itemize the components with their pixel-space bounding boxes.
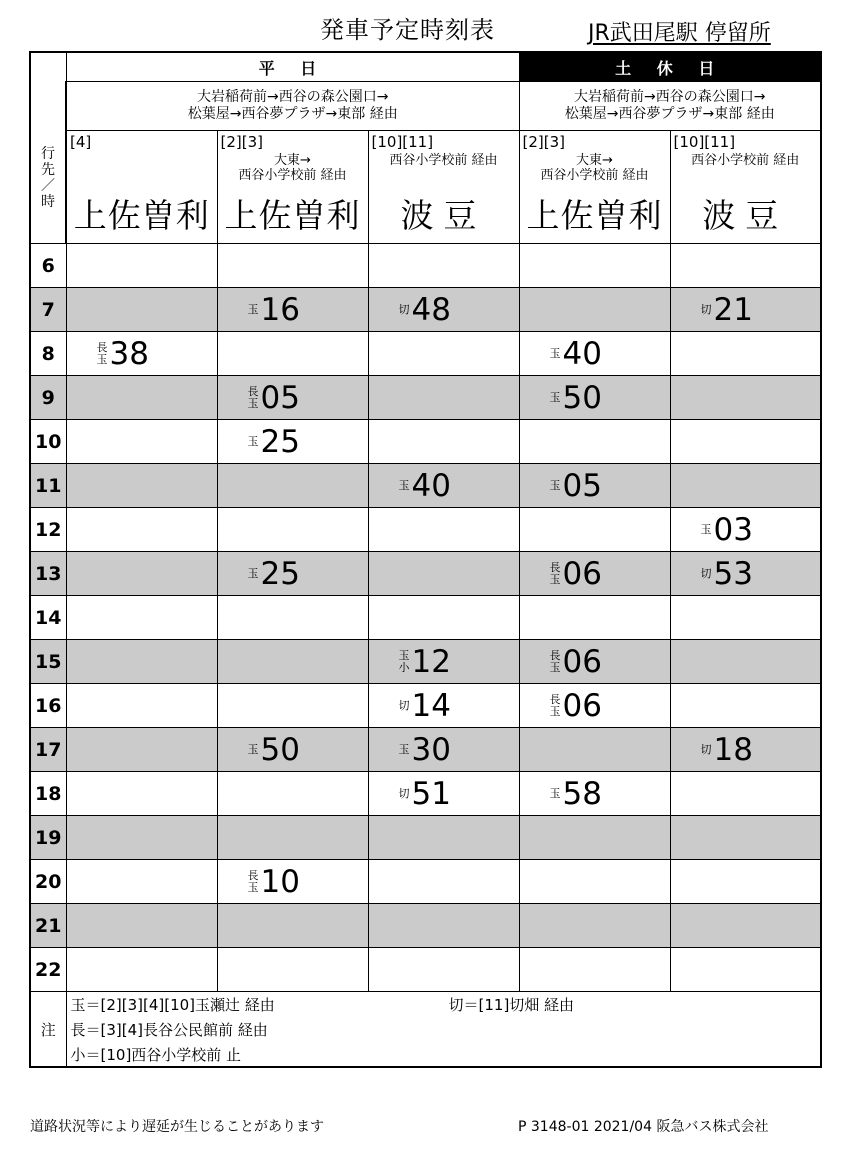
departure: [550, 337, 602, 371]
note: 小＝[10]西谷小学校前 止: [70, 1046, 242, 1064]
departure-cell: [66, 728, 217, 772]
departure: [399, 777, 451, 811]
departure-cell: [519, 816, 670, 860]
via-code: 玉: [549, 478, 561, 492]
departure: [248, 425, 300, 459]
hour-label: 11: [30, 464, 66, 508]
departure-minute: 58: [562, 775, 602, 812]
via-code: 玉: [247, 302, 259, 316]
departure-cell: [66, 376, 217, 420]
departure-cell: [66, 508, 217, 552]
departure-minute: 38: [109, 336, 149, 372]
departure-cell: [368, 288, 519, 332]
departure-minute: 06: [562, 688, 602, 724]
departure-cell: [368, 244, 519, 288]
via-code: 玉: [398, 478, 410, 492]
departure-cell: [368, 948, 519, 992]
hour-row: [30, 596, 821, 640]
departure-cell: [670, 420, 821, 464]
hour-label: 12: [30, 508, 66, 552]
destination-header: [519, 131, 670, 244]
departure-minute: 21: [713, 291, 753, 328]
via-code: 切: [700, 566, 712, 580]
departure-minute: 05: [260, 380, 300, 416]
hour-row: [30, 508, 821, 552]
destination-name: 上佐曽利: [224, 196, 361, 235]
hour-row: [30, 420, 821, 464]
via-code: 玉: [549, 390, 561, 404]
hour-label: 22: [30, 948, 66, 992]
hour-row: [30, 244, 821, 288]
hour-label: 19: [30, 816, 66, 860]
departure: [550, 557, 602, 591]
weekday-route-via: 大岩稲荷前→西谷の森公園口→ 松葉屋→西谷夢プラザ→東部 経由: [66, 82, 519, 131]
departure-cell: [66, 596, 217, 640]
departure-cell: [217, 552, 368, 596]
via-code: 切: [398, 302, 410, 316]
via-code: 切: [700, 302, 712, 316]
footer-publisher: P 3148-01 2021/04 阪急バス株式会社: [518, 1119, 769, 1135]
departure-cell: [66, 332, 217, 376]
departure: [399, 293, 451, 327]
route-number: [10][11]: [673, 133, 736, 151]
departure-cell: [670, 640, 821, 684]
destination-name: 波豆: [400, 196, 487, 235]
via-code: 長 玉: [549, 693, 561, 718]
departure-minute: 40: [562, 335, 602, 372]
departure-cell: [66, 244, 217, 288]
departure-cell: [368, 332, 519, 376]
departure: [550, 469, 602, 503]
departure-cell: [66, 288, 217, 332]
departure-cell: [368, 596, 519, 640]
departure-cell: [217, 728, 368, 772]
departure-minute: 16: [260, 291, 300, 328]
route-number: [10][11]: [371, 133, 434, 151]
hour-label: 15: [30, 640, 66, 684]
via-code: 切: [700, 742, 712, 756]
axis-label: 行 先 ／ 時: [30, 52, 66, 244]
departure-minute: 10: [260, 864, 300, 900]
departure-cell: [670, 684, 821, 728]
route-number: [2][3]: [522, 133, 565, 151]
via-code: 玉: [700, 522, 712, 536]
departure-cell: [217, 904, 368, 948]
via-code: 玉: [247, 566, 259, 580]
departure-cell: [368, 904, 519, 948]
departure-cell: [670, 772, 821, 816]
departure-cell: [66, 464, 217, 508]
timetable: [29, 51, 822, 1068]
via-code: 玉: [247, 742, 259, 756]
departure-minute: 25: [260, 555, 300, 592]
departure-cell: [670, 860, 821, 904]
departure-cell: [368, 420, 519, 464]
via-code: 長 玉: [247, 385, 259, 410]
departure-cell: [217, 508, 368, 552]
departure-cell: [670, 376, 821, 420]
hour-row: [30, 684, 821, 728]
departure-cell: [217, 860, 368, 904]
hour-row: [30, 376, 821, 420]
departure-cell: [368, 640, 519, 684]
holiday-route-via: 大岩稲荷前→西谷の森公園口→ 松葉屋→西谷夢プラザ→東部 経由: [519, 82, 821, 131]
departure-cell: [217, 816, 368, 860]
departure-cell: [217, 464, 368, 508]
departure-cell: [519, 640, 670, 684]
via-code: 長 玉: [549, 561, 561, 586]
via-code: 長 玉: [96, 341, 108, 366]
departure-cell: [519, 596, 670, 640]
departure-minute: 18: [713, 731, 753, 768]
departure-cell: [66, 772, 217, 816]
departure-minute: 40: [411, 467, 451, 504]
departure-minute: 06: [562, 556, 602, 592]
departure-cell: [66, 420, 217, 464]
hour-row: [30, 552, 821, 596]
departure: [97, 337, 149, 371]
departure-cell: [66, 860, 217, 904]
departure-cell: [519, 376, 670, 420]
departure: [399, 469, 451, 503]
route-number: [4]: [70, 133, 92, 151]
departure-cell: [217, 596, 368, 640]
departure: [701, 513, 753, 547]
hour-label: 7: [30, 288, 66, 332]
departure-cell: [670, 552, 821, 596]
destination-header: [66, 131, 217, 244]
departure-cell: [670, 244, 821, 288]
station-name: JR武田尾駅 停留所: [588, 21, 771, 46]
hour-row: [30, 816, 821, 860]
note: 玉＝[2][3][4][10]玉瀬辻 経由: [70, 996, 275, 1014]
departure-cell: [368, 552, 519, 596]
destination-header: [368, 131, 519, 244]
departure: [399, 689, 451, 723]
departure-minute: 50: [562, 379, 602, 416]
departure-minute: 30: [411, 731, 451, 768]
via-code: 長 玉: [247, 869, 259, 894]
departure-minute: 12: [411, 644, 451, 680]
departure: [399, 733, 451, 767]
departure-cell: [670, 508, 821, 552]
departure-cell: [217, 640, 368, 684]
destination-header: [217, 131, 368, 244]
holiday-header: 土 休 日: [519, 52, 821, 82]
departure-cell: [368, 508, 519, 552]
via-code: 切: [398, 786, 410, 800]
departure-cell: [368, 464, 519, 508]
departure-cell: [217, 772, 368, 816]
departure-cell: [670, 816, 821, 860]
via-code: 切: [398, 698, 410, 712]
departure-minute: 50: [260, 731, 300, 768]
weekday-header: 平 日: [66, 52, 519, 82]
page-title: 発車予定時刻表: [320, 16, 495, 44]
route-number: [2][3]: [220, 133, 263, 151]
hour-row: [30, 288, 821, 332]
via-code: 玉: [549, 786, 561, 800]
hour-label: 21: [30, 904, 66, 948]
hour-row: [30, 332, 821, 376]
departure-cell: [66, 948, 217, 992]
departure-cell: [217, 684, 368, 728]
departure-cell: [519, 684, 670, 728]
departure-cell: [217, 376, 368, 420]
departure-cell: [66, 684, 217, 728]
hour-label: 18: [30, 772, 66, 816]
departure-cell: [670, 596, 821, 640]
destination-via: 大東→ 西谷小学校前 経由: [238, 153, 347, 183]
hour-label: 8: [30, 332, 66, 376]
notes-block: [66, 992, 821, 1068]
hour-row: [30, 948, 821, 992]
notes-label: 注: [30, 992, 66, 1068]
hour-row: [30, 772, 821, 816]
departure-minute: 51: [411, 775, 451, 812]
footer-delay-note: 道路状況等により遅延が生じることがあります: [30, 1119, 324, 1135]
departure-minute: 03: [713, 511, 753, 548]
note: 長＝[3][4]長谷公民館前 経由: [70, 1021, 268, 1039]
departure-cell: [66, 816, 217, 860]
via-code: 玉: [549, 346, 561, 360]
departure-cell: [368, 772, 519, 816]
hour-label: 6: [30, 244, 66, 288]
departure: [248, 557, 300, 591]
hour-row: [30, 904, 821, 948]
hour-label: 13: [30, 552, 66, 596]
departure-cell: [519, 860, 670, 904]
hour-label: 20: [30, 860, 66, 904]
departure-cell: [519, 288, 670, 332]
destination-name: 波豆: [702, 196, 789, 235]
via-code: 長 玉: [549, 649, 561, 674]
departure-cell: [670, 464, 821, 508]
departure-cell: [670, 332, 821, 376]
destination-via: 西谷小学校前 経由: [691, 153, 800, 168]
departure-cell: [217, 288, 368, 332]
departure: [248, 865, 300, 899]
hour-label: 16: [30, 684, 66, 728]
hour-row: [30, 860, 821, 904]
destination-via: 大東→ 西谷小学校前 経由: [540, 153, 649, 183]
departure: [550, 777, 602, 811]
departure-cell: [66, 640, 217, 684]
departure-cell: [368, 728, 519, 772]
hour-row: [30, 728, 821, 772]
departure: [248, 381, 300, 415]
departure-cell: [217, 420, 368, 464]
departure: [248, 293, 300, 327]
destination-name: 上佐曽利: [526, 196, 663, 235]
departure: [248, 733, 300, 767]
hour-row: [30, 640, 821, 684]
departure-cell: [670, 288, 821, 332]
destination-via: 西谷小学校前 経由: [389, 153, 498, 168]
departure-cell: [519, 904, 670, 948]
departure: [701, 293, 753, 327]
via-code: 玉 小: [398, 649, 410, 674]
departure-cell: [217, 332, 368, 376]
departure-cell: [670, 948, 821, 992]
departure-cell: [66, 904, 217, 948]
departure-cell: [368, 684, 519, 728]
departure-cell: [519, 420, 670, 464]
departure-cell: [368, 376, 519, 420]
departure: [701, 557, 753, 591]
departure: [701, 733, 753, 767]
departure-cell: [519, 772, 670, 816]
departure-cell: [519, 508, 670, 552]
departure: [550, 689, 602, 723]
departure-cell: [519, 464, 670, 508]
destination-name: 上佐曽利: [73, 196, 210, 235]
departure-cell: [217, 244, 368, 288]
departure-cell: [519, 552, 670, 596]
hour-label: 17: [30, 728, 66, 772]
departure-cell: [368, 816, 519, 860]
hour-label: 10: [30, 420, 66, 464]
departure-minute: 25: [260, 423, 300, 460]
departure-cell: [368, 860, 519, 904]
departure-cell: [519, 948, 670, 992]
departure-cell: [66, 552, 217, 596]
hour-row: [30, 464, 821, 508]
departure-minute: 14: [411, 687, 451, 724]
departure-cell: [217, 948, 368, 992]
note: 切＝[11]切畑 経由: [448, 996, 575, 1014]
departure-cell: [670, 904, 821, 948]
departure-minute: 53: [713, 555, 753, 592]
departure-cell: [519, 244, 670, 288]
hour-label: 14: [30, 596, 66, 640]
destination-header: [670, 131, 821, 244]
departure-cell: [519, 728, 670, 772]
departure-cell: [670, 728, 821, 772]
departure-minute: 48: [411, 291, 451, 328]
departure: [399, 645, 451, 679]
via-code: 玉: [247, 434, 259, 448]
departure-minute: 05: [562, 467, 602, 504]
departure-minute: 06: [562, 644, 602, 680]
hour-label: 9: [30, 376, 66, 420]
departure: [550, 645, 602, 679]
departure: [550, 381, 602, 415]
via-code: 玉: [398, 742, 410, 756]
departure-cell: [519, 332, 670, 376]
